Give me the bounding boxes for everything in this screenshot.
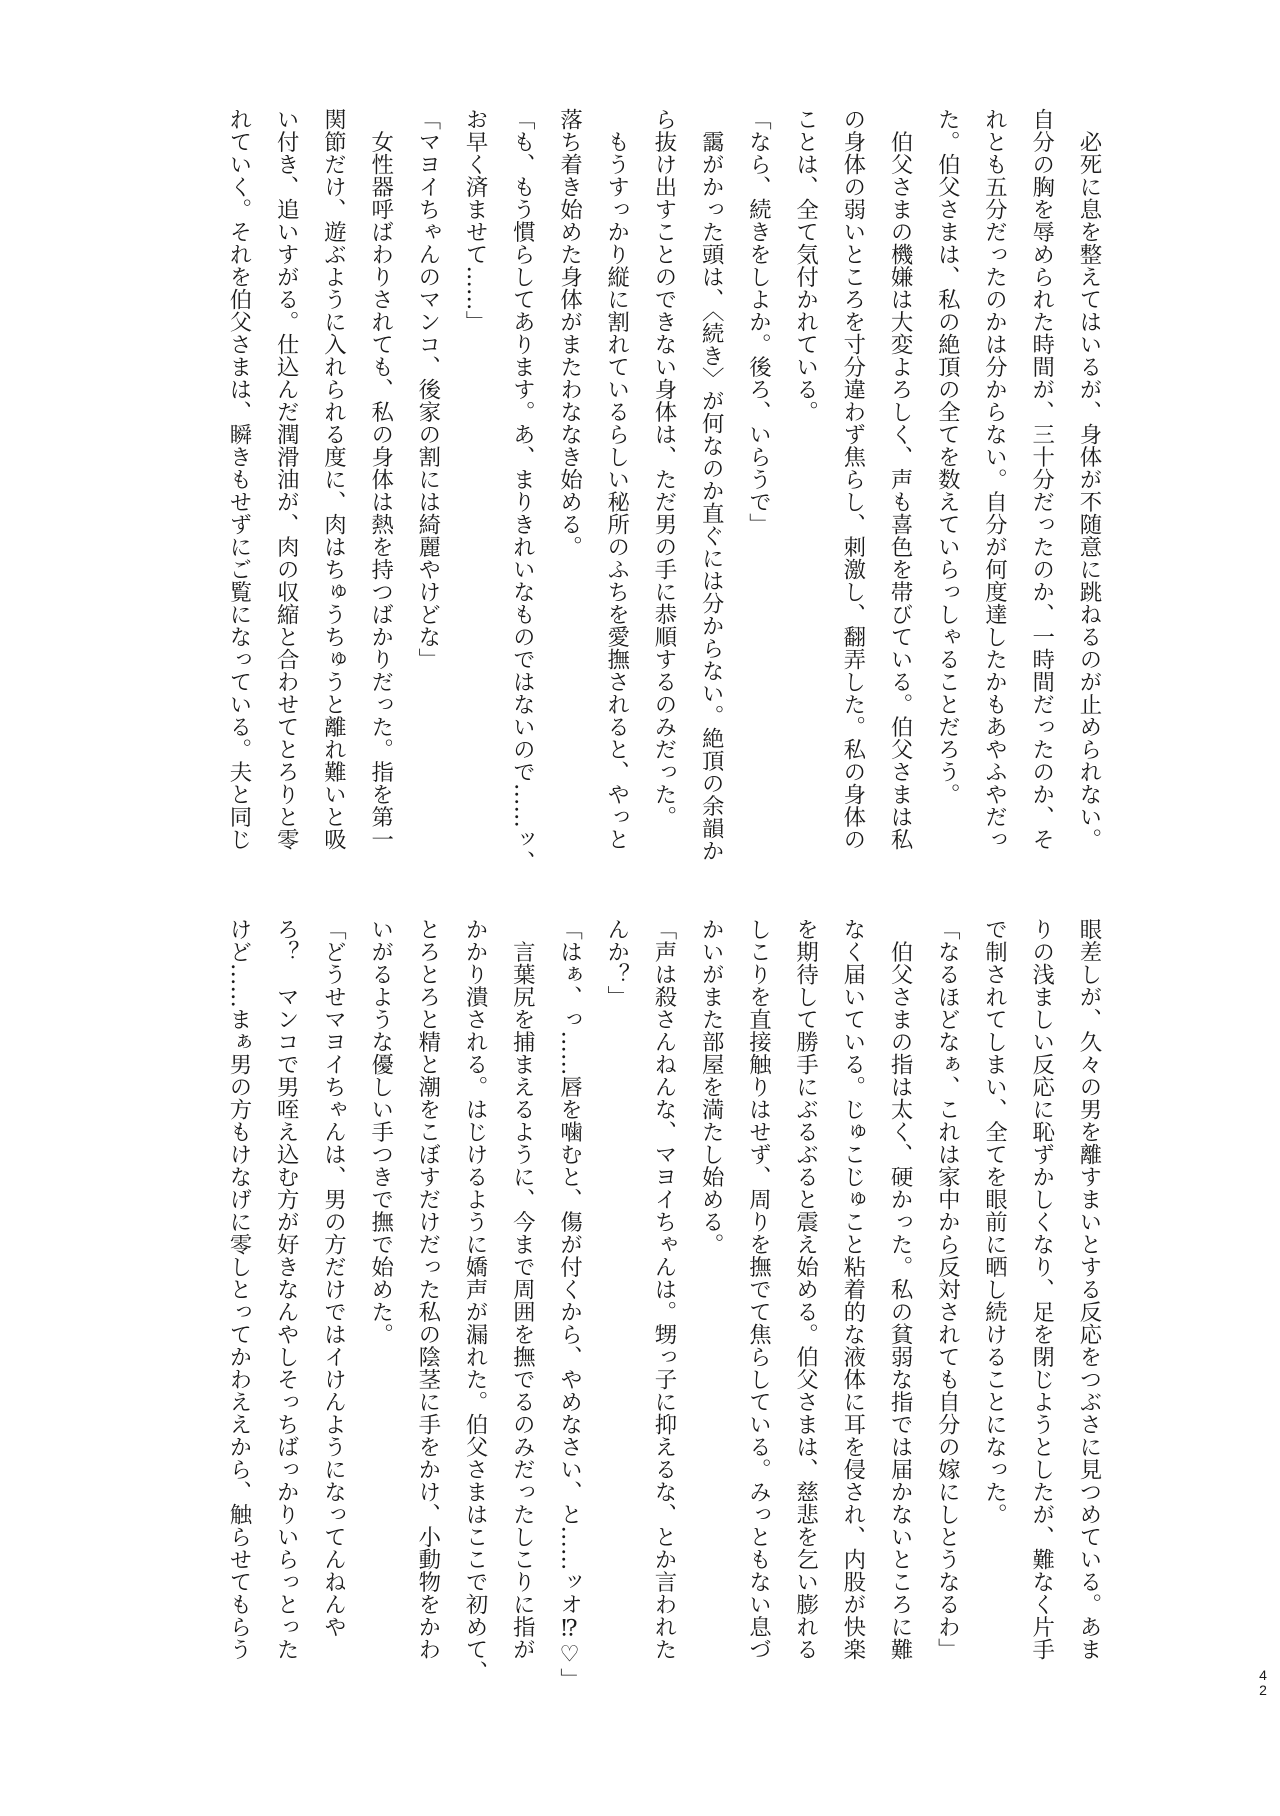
text-block-lower	[224, 918, 1104, 1708]
text-column: 靄がかった頭は、〈続き〉が何なのか直ぐには分からない。絶頂の余韻か	[698, 108, 725, 862]
text-column: なく届いている。じゅこじゅこと粘着的な液体に耳を侵され、内股が快楽	[839, 918, 866, 1661]
text-column: かいがまた部屋を満たし始める。	[698, 918, 725, 1256]
text-column: 「どうせマヨイちゃんは、男の方だけではイけんようになってんねんや	[320, 918, 347, 1638]
text-column: の身体の弱いところを寸分違わず焦らし、刺激し、翻弄した。私の身体の	[839, 108, 866, 851]
text-column: い付き、追いすがる。仕込んだ潤滑油が、肉の収縮と合わせてとろりと零	[273, 108, 300, 851]
text-column: ろ？ マンコで男咥え込む方が好きなんやしそっちばっかりいらっとった	[273, 918, 300, 1661]
text-column: れとも五分だったのかは分からない。自分が何度達したかもあやふやだっ	[981, 108, 1008, 851]
text-column: お早く済ませて……」	[462, 108, 489, 333]
text-column: れていく。それを伯父さまは、瞬きもせずにご覧になっている。夫と同じ	[226, 108, 252, 851]
text-column: もうすっかり縦に割れているらしい秘所のふちを愛撫されると、やっと	[603, 108, 630, 851]
text-column: ら抜け出すことのできない身体は、ただ男の手に恭順するのみだった。	[650, 108, 677, 828]
text-column: 「も、もう慣らしてあります。あ、まりきれいなものではないので……ッ、	[509, 108, 536, 873]
text-column: けど……まぁ男の方もけなげに零しとってかわええから、触らせてもらう	[226, 918, 252, 1661]
text-column: 「はぁ、っ……唇を噛むと、傷が付くから、やめなさい、と……ッオ⁉♡」	[556, 918, 583, 1691]
text-column: 「声は殺さんねんな、マヨイちゃんは。甥っ子に抑えるな、とか言われた	[650, 918, 677, 1661]
text-column: た。伯父さまは、私の絶頂の全てを数えていらっしゃることだろう。	[934, 108, 961, 806]
text-block-upper	[224, 108, 1104, 898]
text-column: 必死に息を整えてはいるが、身体が不随意に跳ねるのが止められない。	[1075, 108, 1102, 851]
text-column: 言葉尻を捕まえるように、今まで周囲を撫でるのみだったしこりに指が	[509, 918, 536, 1661]
text-column: 伯父さまの指は太く、硬かった。私の貧弱な指では届かないところに難	[887, 918, 914, 1661]
text-column: 伯父さまの機嫌は大変よろしく、声も喜色を帯びている。伯父さまは私	[887, 108, 914, 851]
text-column: 「マヨイちゃんのマンコ、後家の割には綺麗やけどな」	[414, 108, 441, 671]
text-column: かかり潰される。はじけるように嬌声が漏れた。伯父さまはここで初めて、	[462, 918, 489, 1683]
text-column: 落ち着き始めた身体がまたわななき始める。	[556, 108, 583, 558]
text-column: んか？」	[603, 918, 630, 1008]
text-column: 眼差しが、久々の男を離すまいとする反応をつぶさに見つめている。あま	[1075, 918, 1102, 1661]
text-column: ことは、全て気付かれている。	[792, 108, 819, 423]
text-column: 「なるほどなぁ、これは家中から反対されても自分の嫁にしとうなるわ」	[934, 918, 961, 1661]
text-column: を期待して勝手にぶるぶると震え始める。伯父さまは、慈悲を乞い膨れる	[792, 918, 819, 1661]
text-column: 自分の胸を辱められた時間が、三十分だったのか、一時間だったのか、そ	[1028, 108, 1055, 851]
text-column: で制されてしまい、全てを眼前に晒し続けることになった。	[981, 918, 1008, 1526]
text-column: とろとろと精と潮をこぼすだけだった私の陰茎に手をかけ、小動物をかわ	[414, 918, 441, 1661]
text-column: りの浅ましい反応に恥ずかしくなり、足を閉じようとしたが、難なく片手	[1028, 918, 1055, 1661]
page-number: 42	[1259, 1667, 1267, 1698]
text-column: 女性器呼ばわりされても、私の身体は熱を持つばかりだった。指を第一	[367, 108, 394, 851]
text-column: 「なら、続きをしよか。後ろ、いらうで」	[745, 108, 772, 536]
text-column: しこりを直接触りはせず、周りを撫でて焦らしている。みっともない息づ	[745, 918, 772, 1661]
text-column: いがるような優しい手つきで撫で始めた。	[367, 918, 394, 1346]
text-column: 関節だけ、遊ぶように入れられる度に、肉はちゅうちゅうと離れ難いと吸	[320, 108, 347, 851]
